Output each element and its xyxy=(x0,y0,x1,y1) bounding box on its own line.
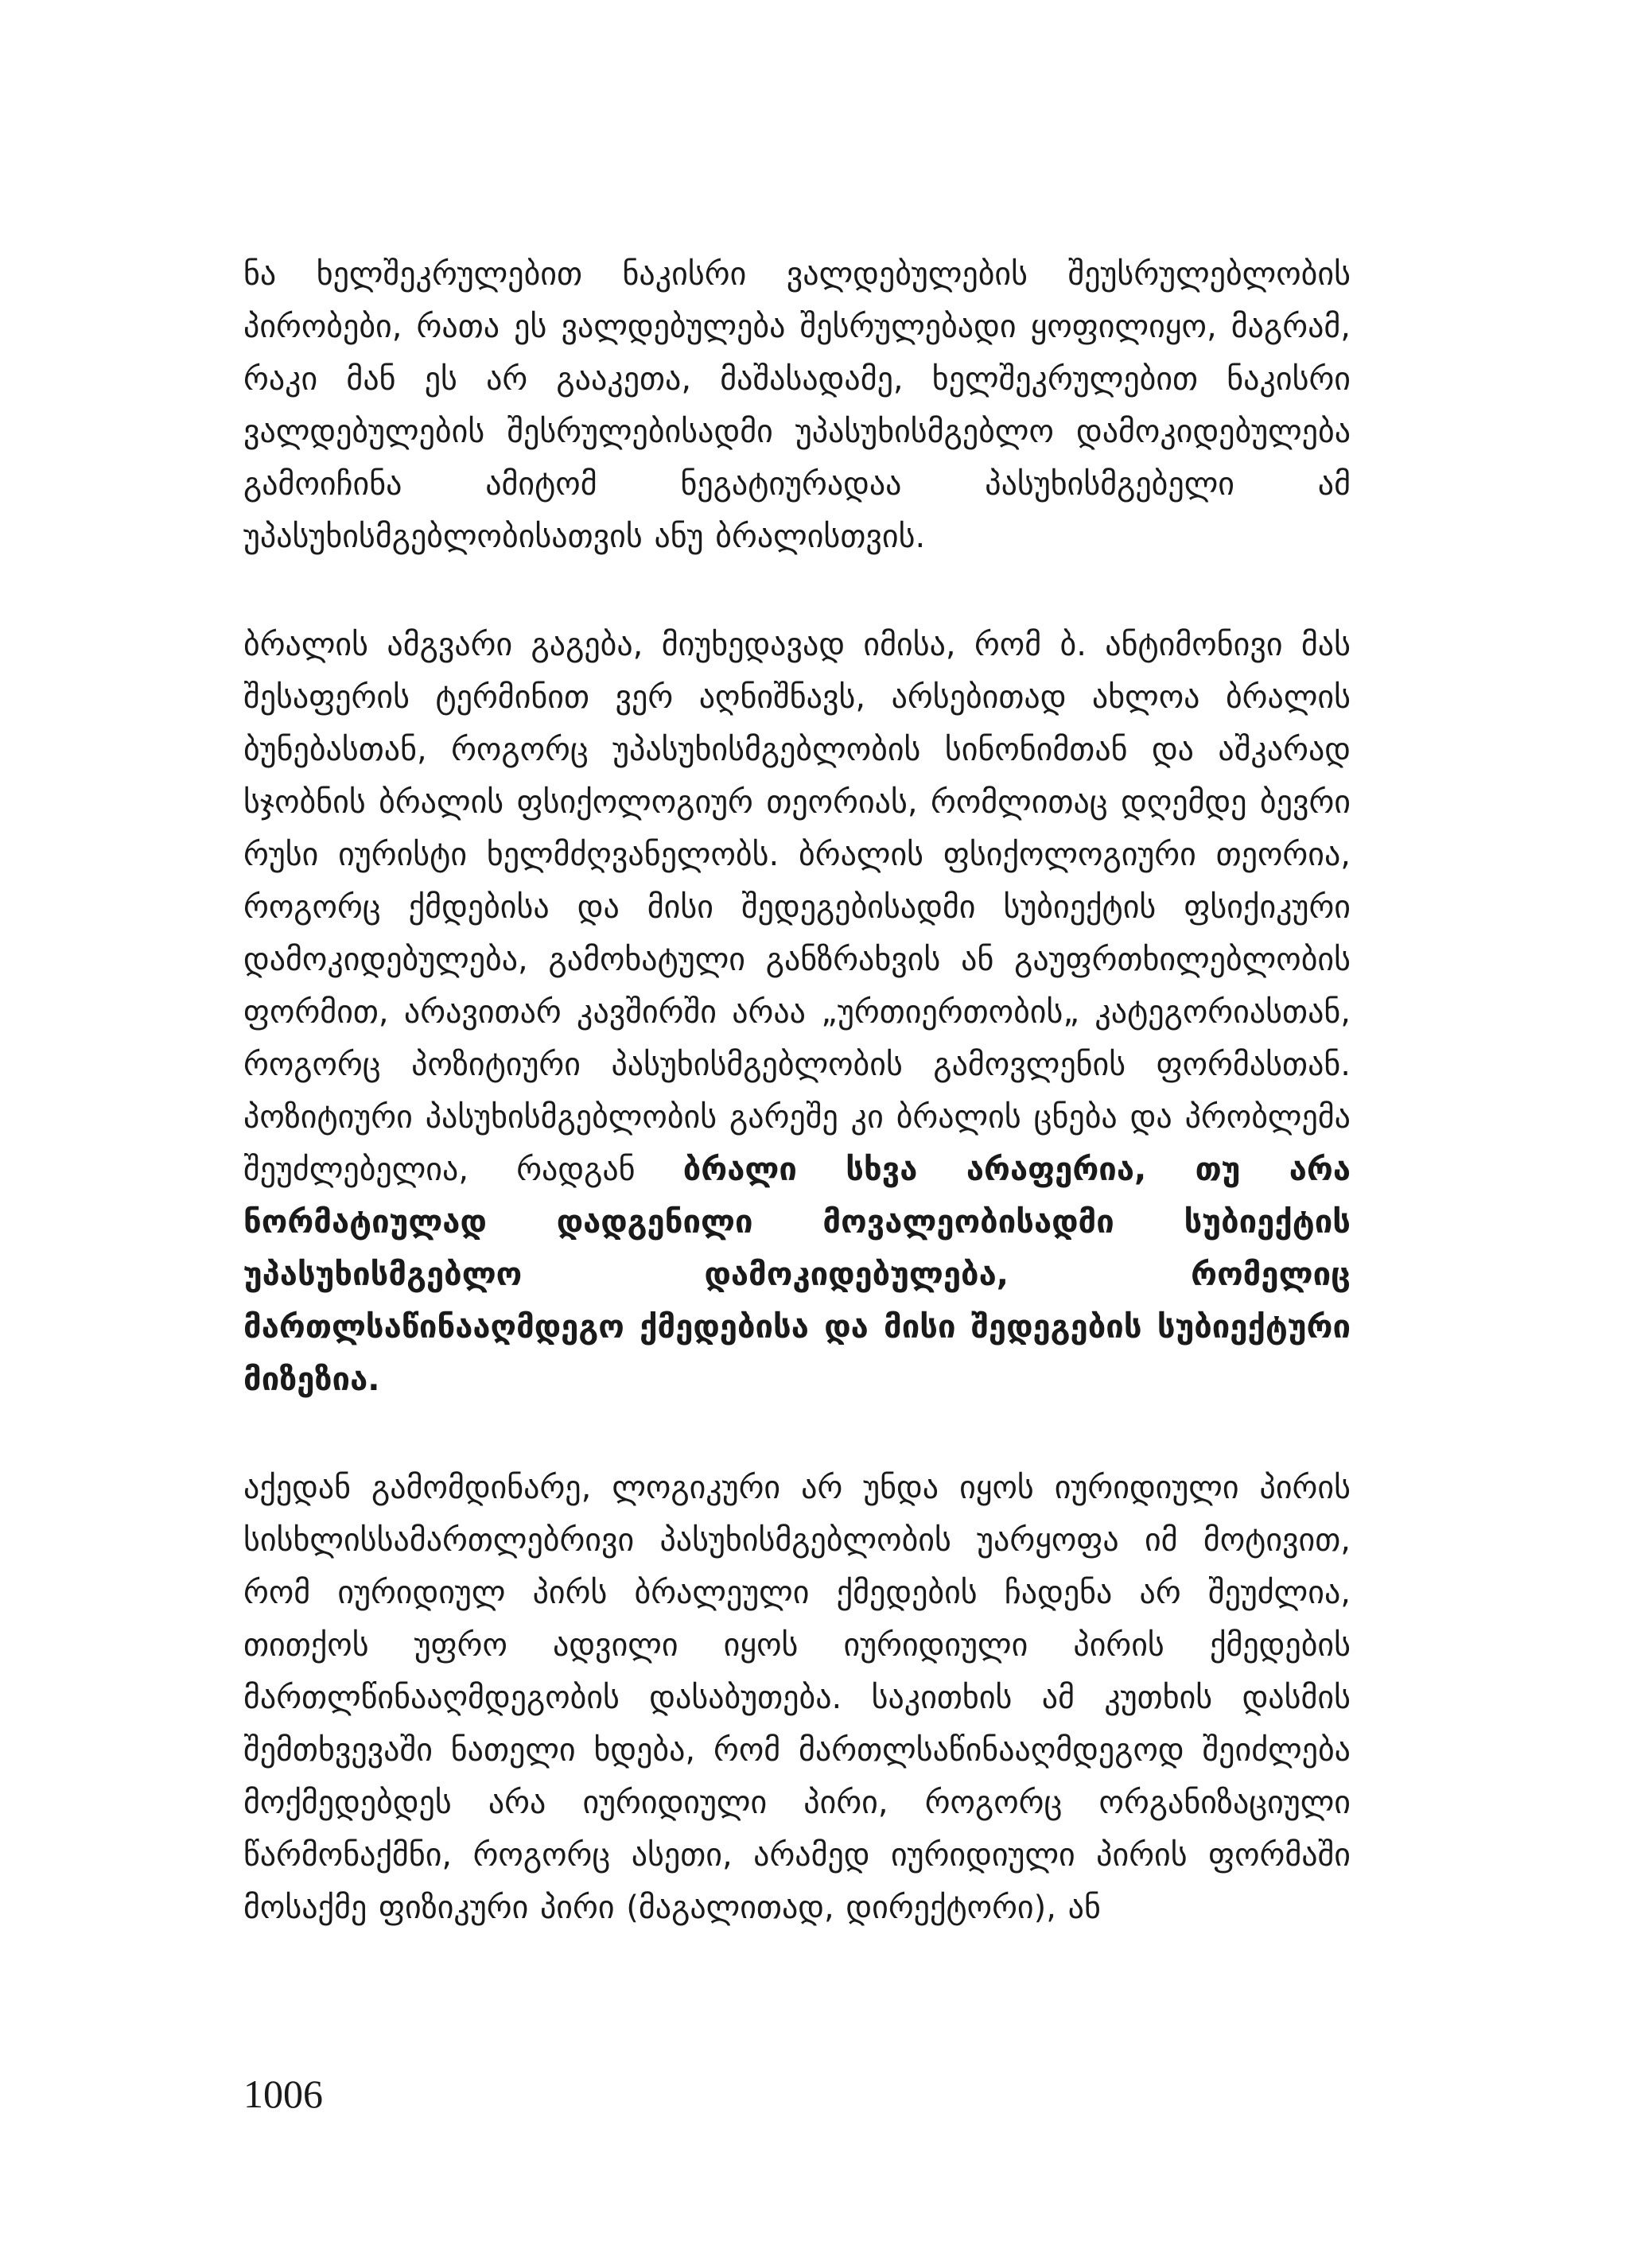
paragraph-1 xyxy=(243,248,1351,563)
page-number: 1006 xyxy=(243,2072,323,2116)
paragraph-2-bold-definition: ბრალი სხვა არაფერია, თუ არა ნორმატიულად დადგენილი მოვალეობისადმი სუბიექტის უპასუხისმგებლო დამოკიდებულება, რომელიც მართლსაწინააღმდეგო ქმედებისა და მისი შედეგების სუბიექტური მიზეზია. xyxy=(243,1151,1351,1398)
paragraph-2-text: ბრალის ამგვარი გაგება, მიუხედავად იმისა, რომ ბ. ანტიმონივი მას შესაფერის ტერმინით ვერ აღნიშნავს, არსებითად ახლოა ბრალის ბუნებასთან, როგორც უპასუხისმგებლობის სინონიმთან და აშკარად სჯობნის ბრალის ფსიქოლოგიურ თეორიას, რომლითაც დღემდე ბევრი რუსი იურისტი ხელმძღვანელობს. ბრალის ფსიქოლოგიური თეორია, როგორც ქმდებისა და მისი შედეგებისადმი სუბიექტის ფსიქიკური დამოკიდებულება, გამოხატული განზრახვის ან გაუფრთხილებლობის ფორმით, არავითარ კავშირში არაა „ურთიერთობის„ კატეგორიასთან, როგორც პოზიტიური პასუხისმგებლობის გამოვლენის ფორმასთან. პოზიტიური პასუხისმგებლობის გარეშე კი ბრალის ცნება და პრობლემა შეუძლებელია, რადგან xyxy=(243,627,1351,1188)
paragraph-2 xyxy=(243,619,1351,1406)
paragraph-1-text: ნა ხელშეკრულებით ნაკისრი ვალდებულების შეუსრულებლობის პირობები, რათა ეს ვალდებულება შესრულებადი ყოფილიყო, მაგრამ, რაკი მან ეს არ გააკეთა, მაშასადამე, ხელშეკრულებით ნაკისრი ვალდებულების შესრულებისადმი უპასუხისმგებლო დამოკიდებულება გამოიჩინა ამიტომ ნეგატიურადაა პასუხისმგებელი ამ უპასუხისმგებლობისათვის ანუ ბრალისთვის. xyxy=(243,256,1351,555)
paragraph-3 xyxy=(243,1462,1351,1934)
paragraph-3-text: აქედან გამომდინარე, ლოგიკური არ უნდა იყოს იურიდიული პირის სისხლისსამართლებრივი პასუხისმგებლობის უარყოფა იმ მოტივით, რომ იურიდიულ პირს ბრალეული ქმედების ჩადენა არ შეუძლია, თითქოს უფრო ადვილი იყოს იურიდიული პირის ქმედების მართლწინააღმდეგობის დასაბუთება. საკითხის ამ კუთხის დასმის შემთხვევაში ნათელი ხდება, რომ მართლსაწინააღმდეგოდ შეიძლება მოქმედებდეს არა იურიდიული პირი, როგორც ორგანიზაციული წარმონაქმნი, როგორც ასეთი, არამედ იურიდიული პირის ფორმაში მოსაქმე ფიზიკური პირი (მაგალითად, დირექტორი), ან xyxy=(243,1470,1351,1926)
document-page xyxy=(243,248,1351,1934)
